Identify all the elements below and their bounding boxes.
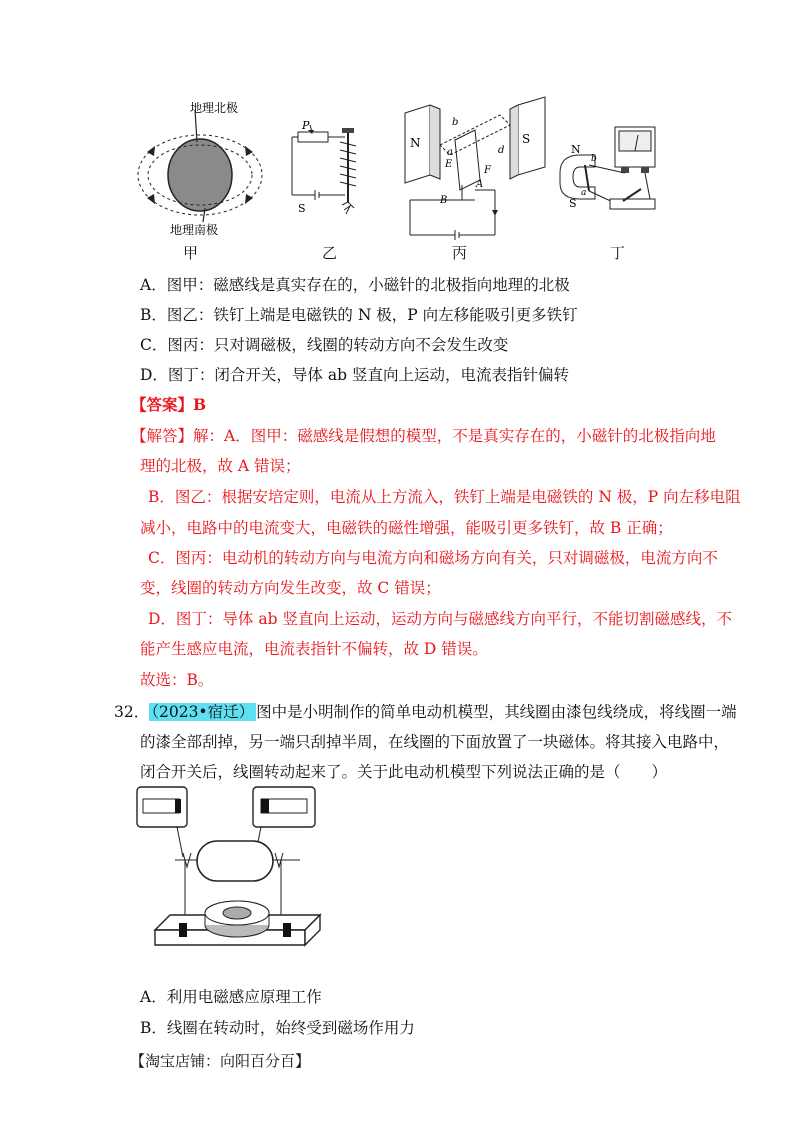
q32-stem-line-1 (114, 702, 737, 722)
q31-option-a: A．图甲：磁感线是真实存在的，小磁针的北极指向地理的北极 (140, 276, 570, 294)
jia-south-label: 地理南极 (170, 223, 219, 237)
figure-row-magnetism (130, 95, 660, 265)
figure-label-bing: 丙 (452, 244, 468, 262)
diagram-yi-electromagnet (290, 120, 370, 230)
jia-north-label: 地理北极 (190, 101, 239, 115)
q31-analysis-line-8: 能产生感应电流，电流表指针不偏转，故 D 错误。 (140, 640, 488, 658)
diagram-ding-induction (555, 125, 665, 225)
bing-n-label: N (410, 136, 421, 150)
q31-analysis-line-2: 理的北极，故 A 错误； (140, 457, 301, 475)
diagram-bing-motor (400, 95, 560, 245)
bing-f-label: F (484, 165, 491, 176)
ding-s-label: S (569, 197, 577, 210)
ding-b-label: b (591, 154, 597, 164)
yi-s-label: S (298, 202, 306, 215)
bing-B-label: B (440, 195, 448, 206)
diagram-simple-motor-model (135, 785, 335, 960)
diagram-jia-earth-field (135, 100, 265, 240)
q32-stem-text-1: 图中是小明制作的简单电动机模型，其线圈由漆包线绕成，将线圈一端 (256, 703, 737, 721)
q31-option-b: B．图乙：铁钉上端是电磁铁的 N 极，P 向左移能吸引更多铁钉 (140, 306, 578, 324)
footer-shop-note: 【淘宝店铺：向阳百分百】 (130, 1052, 311, 1070)
q32-option-b: B．线圈在转动时，始终受到磁场作用力 (140, 1019, 415, 1037)
q31-analysis-line-3: B．图乙：根据安培定则，电流从上方流入，铁钉上端是电磁铁的 N 极，P 向左移电阻 (148, 488, 741, 506)
q32-source-badge: （2023•宿迁） (151, 703, 255, 721)
q31-analysis-line-7: D．图丁：导体 ab 竖直向上运动，运动方向与磁感线方向平行，不能切割磁感线，不 (148, 610, 732, 628)
q31-analysis-line-9: 故选：B。 (140, 671, 214, 689)
q32-number: 32． (114, 703, 150, 721)
q31-answer: 【答案】B (131, 395, 207, 414)
q31-option-d: D．图丁：闭合开关，导体 ab 竖直向上运动，电流表指针偏转 (140, 366, 569, 384)
q32-option-a: A．利用电磁感应原理工作 (140, 988, 322, 1006)
figure-label-jia: 甲 (183, 244, 199, 262)
yi-p-label: P (302, 120, 310, 132)
bing-s-label: S (522, 132, 531, 146)
q31-option-c: C．图丙：只对调磁极，线圈的转动方向不会发生改变 (140, 336, 509, 354)
ding-n-label: N (571, 143, 581, 156)
figure-label-ding: 丁 (610, 244, 626, 262)
bing-b-top-label: b (452, 117, 459, 128)
bing-A-label: A (476, 179, 484, 190)
q32-stem-line-2: 的漆全部刮掉，另一端只刮掉半周，在线圈的下面放置了一块磁体。将其接入电路中， (140, 733, 730, 751)
bing-a-small-label: a (447, 147, 453, 158)
q32-stem-line-3: 闭合开关后，线圈转动起来了。关于此电动机模型下列说法正确的是（ ） (140, 763, 668, 781)
q31-analysis-line-4: 减小，电路中的电流变大，电磁铁的磁性增强，能吸引更多铁钉，故 B 正确； (140, 519, 673, 537)
bing-e-label: E (445, 159, 453, 170)
ding-a-label: a (581, 188, 587, 198)
figure-label-yi: 乙 (322, 244, 338, 262)
q31-analysis-line-6: 变，线圈的转动方向发生改变，故 C 错误； (140, 579, 441, 597)
bing-d-label: d (498, 145, 505, 156)
q31-analysis-line-1: 【解答】解：A．图甲：磁感线是假想的模型，不是真实存在的，小磁针的北极指向地 (131, 427, 716, 445)
q31-analysis-line-5: C．图丙：电动机的转动方向与电流方向和磁场方向有关，只对调磁极，电流方向不 (148, 549, 718, 567)
